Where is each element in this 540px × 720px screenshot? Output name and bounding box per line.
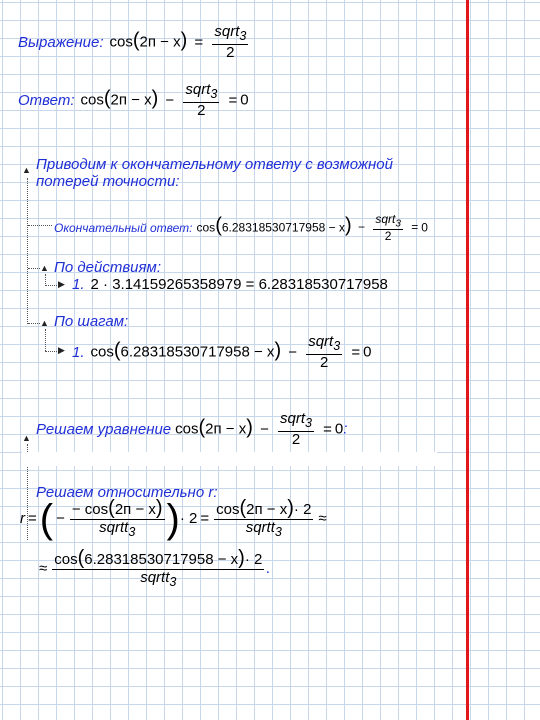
action-step-1: 1. 2 · 3.14159265358979 = 6.28318530717958 — [72, 276, 388, 293]
expression-label: Выражение: — [18, 34, 104, 52]
collapse-triangle-icon[interactable]: ▲ — [40, 263, 49, 273]
solution-line-1: r = ( − $\frac{- \cos(2п - x)}{sqrtt_3}$ ) · 2 = $\frac{\cos(2п - x)\cdot 2}{sqrtt_3}$ ≈ — [20, 496, 327, 541]
sqrt-fraction: $\frac{sqrt_3}{2}$ — [214, 23, 247, 61]
expand-triangle-icon[interactable]: ▶ — [58, 279, 65, 289]
answer-line — [18, 82, 249, 119]
by-steps-heading: По шагам: — [54, 313, 129, 330]
answer-label: Ответ: — [18, 92, 75, 110]
final-answer-label: Окончательный ответ: — [54, 221, 193, 236]
step-1: 1. cos(6.28318530717958 − x) − $\frac{sqrt_3}{2}$ = 0 — [72, 333, 372, 371]
solution-line-2: ≈ $\frac{\cos(6.28318530717958 - x)\cdot 2}{sqrtt_3}$ . — [39, 547, 271, 589]
by-actions-heading: По действиям: — [54, 259, 161, 276]
collapse-triangle-icon[interactable]: ▲ — [40, 318, 49, 328]
final-answer-line: Окончательный ответ: cos(6.28318530717958 − x) − $\frac{sqrt_3}{2}$ = 0 — [54, 212, 428, 244]
collapse-triangle-icon[interactable]: ▲ — [22, 433, 31, 443]
tree-connector — [27, 178, 28, 324]
solve-equation-line: Решаем уравнение cos(2п − x) − $\frac{sqrt_3}{2}$ = 0: — [36, 410, 348, 448]
collapse-triangle-icon[interactable]: ▲ — [22, 165, 31, 175]
margin-line — [466, 0, 469, 720]
solve-for-heading: Решаем относительно r: — [36, 484, 218, 501]
blank-bar — [22, 452, 437, 466]
expression-formula: cos(2п − x) = $\frac{sqrt_3}{2}$ — [109, 23, 247, 61]
expand-triangle-icon[interactable]: ▶ — [58, 345, 65, 355]
final-intro: Приводим к окончательному ответу с возможной потерей точности: — [36, 156, 393, 190]
expression-line — [18, 24, 250, 61]
answer-formula: cos(2п − x) − $\frac{sqrt_3}{2}$ = 0 — [80, 81, 249, 119]
